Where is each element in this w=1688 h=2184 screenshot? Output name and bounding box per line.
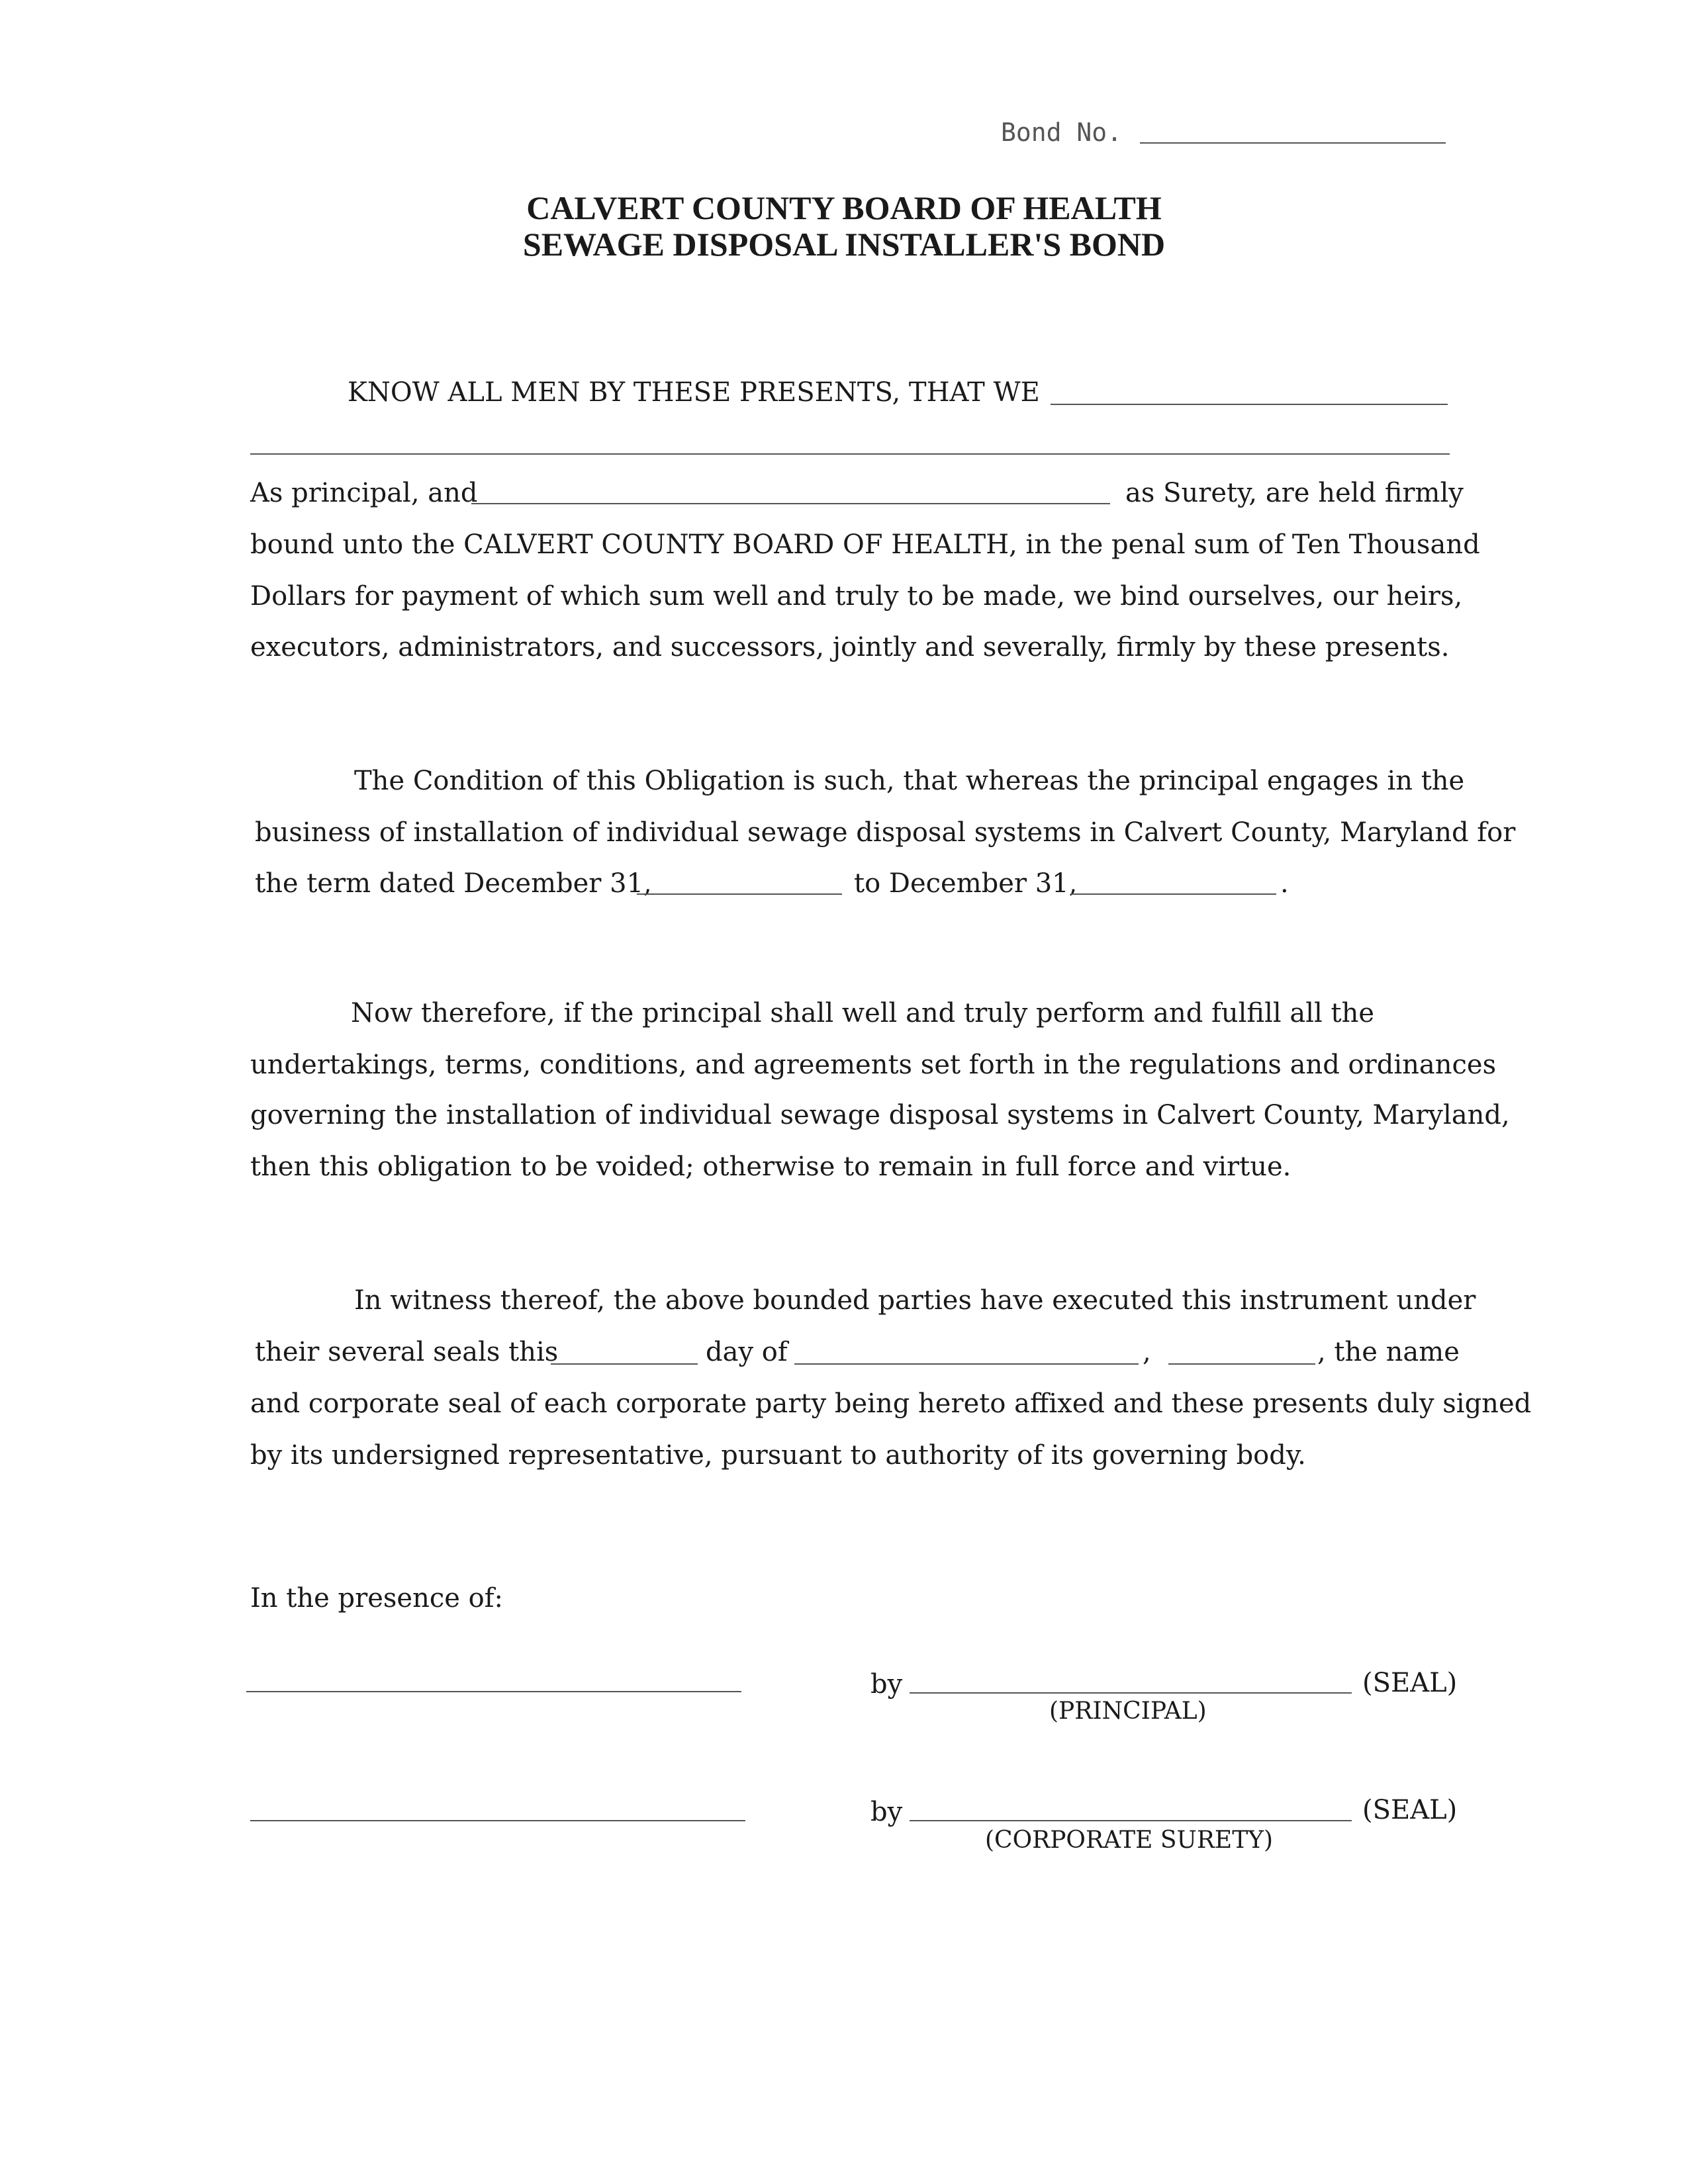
- surety-caption: (CORPORATE SURETY): [985, 1827, 1274, 1854]
- bond-number-field[interactable]: [1140, 142, 1446, 144]
- as-surety-text: as Surety, are held firmly: [1125, 478, 1464, 508]
- para1-line-3: Dollars for payment of which sum well and truly to be made, we bind ourselves, our heirs,: [250, 581, 1463, 612]
- para2-line-2: business of installation of individual sewage disposal systems in Calvert County, Maryland for: [255, 817, 1516, 848]
- principal-signature-field[interactable]: [910, 1692, 1352, 1694]
- para3-line-2: undertakings, terms, conditions, and agreements set forth in the regulations and ordinances: [250, 1050, 1497, 1080]
- seals-this-text: their several seals this: [255, 1337, 559, 1367]
- seal-label-surety: (SEAL): [1362, 1795, 1458, 1825]
- bond-number-label: Bond No.: [1001, 118, 1123, 147]
- witness-signature-line-2[interactable]: [250, 1820, 745, 1821]
- witness-signature-line-1[interactable]: [246, 1691, 741, 1692]
- para4-line-4: by its undersigned representative, pursuant to authority of its governing body.: [250, 1440, 1306, 1471]
- witness-day-field[interactable]: [551, 1363, 698, 1365]
- term-end-year-field[interactable]: [1071, 893, 1276, 895]
- term-period: .: [1280, 868, 1289, 899]
- in-presence-of-label: In the presence of:: [250, 1583, 504, 1614]
- as-principal-text: As principal, and: [250, 478, 478, 508]
- para4-line-3: and corporate seal of each corporate party being hereto affixed and these presents duly signed: [250, 1388, 1532, 1419]
- day-of-text: day of: [706, 1337, 788, 1367]
- to-december-text: to December 31,: [854, 868, 1078, 899]
- comma-text: ,: [1143, 1337, 1151, 1367]
- know-all-men-text: KNOW ALL MEN BY THESE PRESENTS, THAT WE: [348, 377, 1040, 408]
- para1-line-4: executors, administrators, and successors, jointly and severally, firmly by these presents.: [250, 632, 1450, 662]
- term-start-year-field[interactable]: [637, 893, 842, 895]
- para4-line-1: In witness thereof, the above bounded parties have executed this instrument under: [354, 1285, 1476, 1316]
- principal-caption: (PRINCIPAL): [1049, 1698, 1207, 1725]
- witness-year-field[interactable]: [1168, 1363, 1315, 1365]
- document-title-line-1: CALVERT COUNTY BOARD OF HEALTH: [526, 189, 1162, 226]
- term-dated-text: the term dated December 31,: [255, 868, 652, 899]
- principal-name-field[interactable]: [1051, 404, 1448, 405]
- by-label-surety: by: [870, 1797, 903, 1827]
- surety-signature-field[interactable]: [910, 1820, 1352, 1821]
- para3-line-4: then this obligation to be voided; otherwise to remain in full force and virtue.: [250, 1152, 1291, 1182]
- para2-line-1: The Condition of this Obligation is such, that whereas the principal engages in the: [354, 766, 1465, 796]
- the-name-text: , the name: [1317, 1337, 1460, 1367]
- by-label-principal: by: [870, 1669, 903, 1700]
- para3-line-1: Now therefore, if the principal shall well and truly perform and fulfill all the: [351, 998, 1375, 1028]
- surety-name-field[interactable]: [471, 503, 1110, 504]
- seal-label-principal: (SEAL): [1362, 1668, 1458, 1698]
- para1-line-2: bound unto the CALVERT COUNTY BOARD OF HEALTH, in the penal sum of Ten Thousand: [250, 529, 1480, 560]
- witness-month-field[interactable]: [794, 1363, 1139, 1365]
- document-title-line-2: SEWAGE DISPOSAL INSTALLER'S BOND: [522, 226, 1166, 263]
- para3-line-3: governing the installation of individual sewage disposal systems in Calvert County, Maryland,: [250, 1100, 1510, 1130]
- principal-name-continuation-field[interactable]: [250, 453, 1450, 455]
